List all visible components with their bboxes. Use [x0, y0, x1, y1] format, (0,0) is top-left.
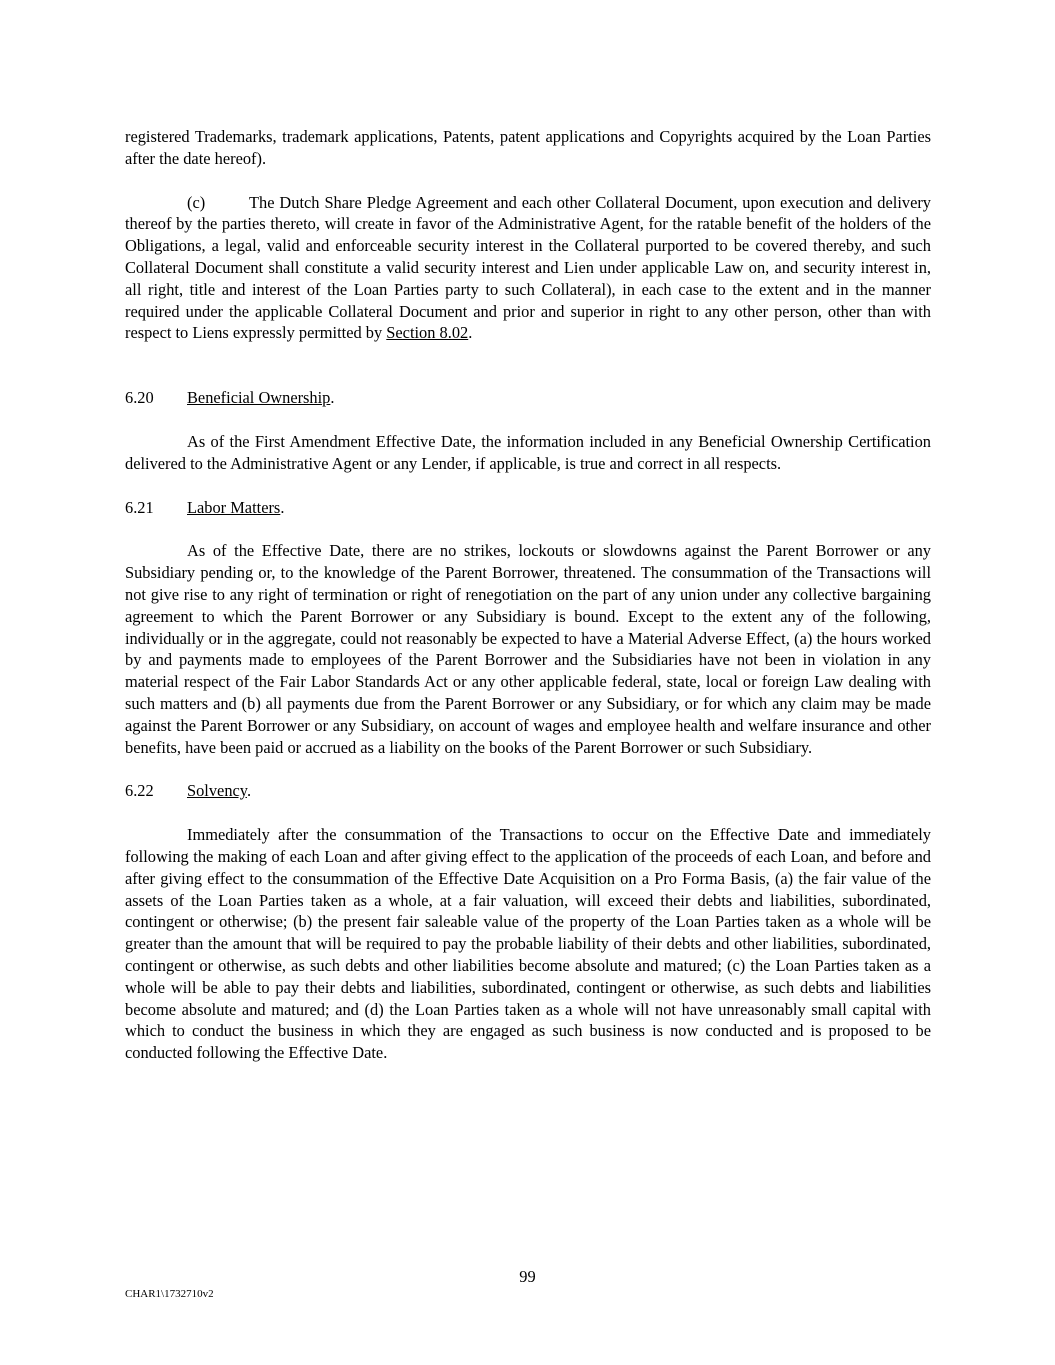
section-heading-6-22 [125, 780, 931, 802]
section-number: 6.20 [125, 388, 154, 408]
paragraph-c [125, 192, 931, 345]
section-number: 6.21 [125, 497, 154, 517]
section-number: 6.22 [125, 781, 154, 801]
document-page [125, 126, 931, 1064]
section-title: Solvency [187, 781, 247, 801]
section-body-6-20: As of the First Amendment Effective Date, the information included in any Beneficial Ownership Certification delivered to the Administrative Agent or any Lender, if applicable, is true and correct in all respects. [125, 431, 931, 473]
section-heading-6-21 [125, 497, 931, 519]
intro-paragraph: registered Trademarks, trademark applications, Patents, patent applications and Copyrights acquired by the Loan Parties after the date hereof). [125, 127, 931, 168]
section-title-wrap: Beneficial Ownership. [187, 388, 335, 408]
paragraph-c-end: . [468, 323, 473, 343]
paragraph-c-label: (c) [187, 192, 206, 212]
section-heading-6-20 [125, 387, 931, 409]
document-id: CHAR1\1732710v2 [125, 1288, 214, 1300]
section-body-6-21: As of the Effective Date, there are no strikes, lockouts or slowdowns against the Parent Borrower or any Subsidiary pending or, to the knowledge of the Parent Borrower, threatened. The consummation of the Transactions will not give rise to any right of termination or right of renegotiation on the part of any union under any collective bargaining agreement to which the Parent Borrower or any Subsidiary is bound. Except to the extent any of the following, individually or in the aggregate, could not reasonably be expected to have a Material Adverse Effect, (a) the hours worked by and payments made to employees of the Parent Borrower and the Subsidiaries have not been in violation in any material respect of the Fair Labor Standards Act or any other applicable federal, state, local or foreign Law dealing with such matters and (b) all payments due from the Parent Borrower or any Subsidiary, or for which any claim may be made against the Parent Borrower or any Subsidiary, on account of wages and employee health and welfare insurance and other benefits, have been paid or accrued as a liability on the books of the Parent Borrower or such Subsidiary. [125, 541, 931, 757]
section-title-wrap: Labor Matters. [187, 497, 285, 517]
section-8-02-reference: Section 8.02 [386, 323, 469, 343]
section-body-6-22: Immediately after the consummation of the Transactions to occur on the Effective Date and immediately following the making of each Loan and after giving effect to the application of the proceeds of each Loan, and before and after giving effect to the consummation of the Effective Date Acquisition on a Pro Forma Basis, (a) the fair value of the assets of the Loan Parties taken as a whole, at a fair valuation, will exceed their debts and liabilities, subordinated, contingent or otherwise; (b) the present fair saleable value of the property of the Loan Parties taken as a whole will be greater than the amount that will be required to pay the probable liability of their debts and other liabilities, subordinated, contingent or otherwise, as such debts and other liabilities become absolute and matured; (c) the Loan Parties taken as a whole will be able to pay their debts and liabilities, subordinated, contingent or otherwise, as such debts and liabilities become absolute and matured; and (d) the Loan Parties taken as a whole will not have unreasonably small capital with which to conduct the business in which they are engaged as such business is now conducted and is proposed to be conducted following the Effective Date. [125, 825, 931, 1063]
section-title: Labor Matters [187, 497, 281, 517]
page-number: 99 [519, 1267, 536, 1286]
paragraph-c-text: The Dutch Share Pledge Agreement and each other Collateral Document, upon execution and delivery thereof by the parties thereto, will create in favor of the Administrative Agent, for the ratable benefit of the holders of the Obligations, a legal, valid and enforceable security interest in the Collateral purported to be covered thereby, and such Collateral Document shall constitute a valid security interest and Lien under applicable Law on, and security interest in, all right, title and interest of the Loan Parties party to such Collateral), in each case to the extent and in the manner required under the applicable Collateral Document and prior and superior in right to any other person, other than with respect to Liens expressly permitted by [125, 192, 931, 343]
section-title-wrap: Solvency. [187, 781, 252, 801]
section-title: Beneficial Ownership [187, 388, 331, 408]
